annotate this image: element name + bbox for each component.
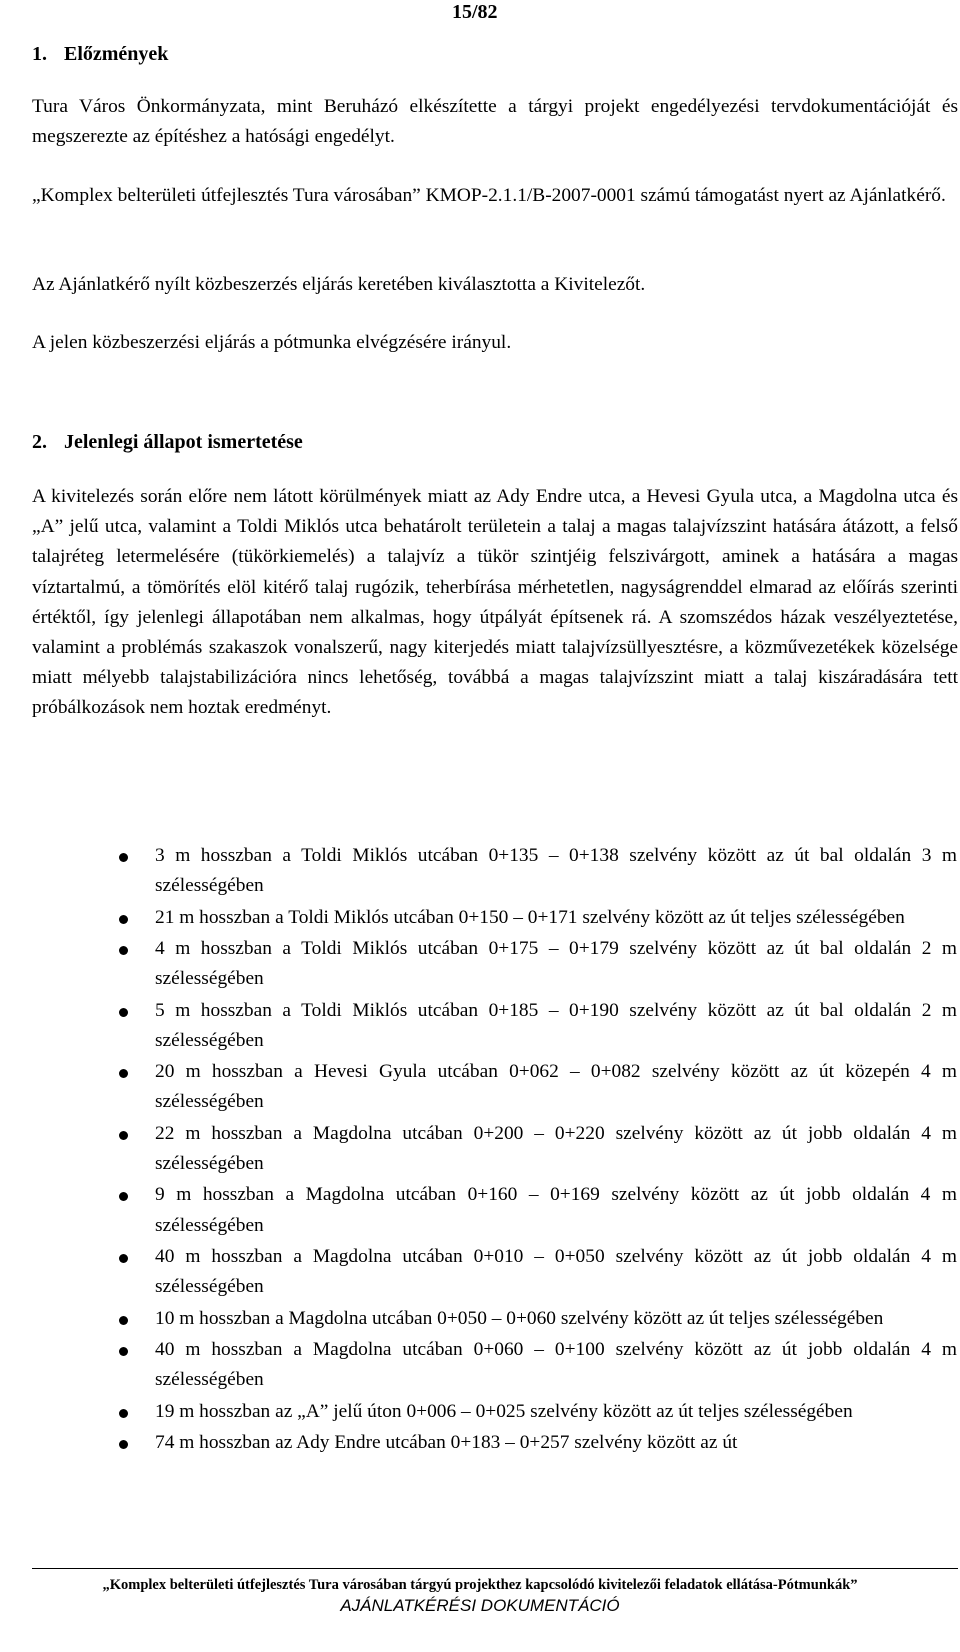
list-item — [0, 1397, 957, 1427]
bullet-icon — [119, 946, 128, 955]
list-item — [0, 996, 957, 1056]
section-1-paragraph-2: „Komplex belterületi útfejlesztés Tura városában” KMOP-2.1.1/B-2007-0001 számú támogatást nyert az Ajánlatkérő. — [32, 185, 946, 206]
list-item-text: 19 m hosszban az „A” jelű úton 0+006 – 0+025 szelvény között az út teljes szélességében — [155, 1400, 853, 1422]
footer-title: „Komplex belterületi útfejlesztés Tura városában tárgyú projekthez kapcsolódó kivitelezői feladatok ellátása-Pótmunkák” — [102, 1577, 858, 1593]
list-item — [0, 1119, 957, 1179]
list-item — [0, 1428, 957, 1458]
bullet-icon — [119, 853, 128, 862]
section-1-paragraph-4: A jelen közbeszerzési eljárás a pótmunka elvégzésére irányul. — [32, 332, 512, 353]
list-item-text: 3 m hosszban a Toldi Miklós utcában 0+135 – 0+138 szelvény között az út bal oldalán 3 m szélességében — [155, 845, 957, 897]
list-item-text: 21 m hosszban a Toldi Miklós utcában 0+150 – 0+171 szelvény között az út teljes szélességében — [155, 906, 905, 928]
bullet-icon — [119, 1131, 128, 1140]
list-item — [0, 934, 957, 994]
list-item-text: 4 m hosszban a Toldi Miklós utcában 0+175 – 0+179 szelvény között az út bal oldalán 2 m szélességében — [155, 937, 957, 990]
list-item — [0, 841, 957, 901]
section-2-heading — [32, 428, 303, 456]
list-item — [0, 1180, 957, 1240]
list-item-text: 9 m hosszban a Magdolna utcában 0+160 – 0+169 szelvény között az út jobb oldalán 4 m szélességében — [155, 1184, 957, 1236]
section-1-number: 1. — [32, 43, 47, 65]
list-item — [0, 903, 957, 933]
bullet-icon — [119, 1347, 128, 1356]
footer-subtitle: AJÁNLATKÉRÉSI DOKUMENTÁCIÓ — [340, 1596, 620, 1615]
defect-list — [0, 841, 960, 1459]
bullet-icon — [119, 1254, 128, 1263]
list-item-text: 10 m hosszban a Magdolna utcában 0+050 – 0+060 szelvény között az út teljes szélességében — [155, 1307, 884, 1329]
list-item — [0, 1335, 957, 1395]
bullet-icon — [119, 1069, 128, 1078]
bullet-icon — [119, 1192, 128, 1201]
section-1-title: Előzmények — [64, 43, 169, 65]
footer-divider — [32, 1568, 958, 1569]
section-1-paragraph-3: Az Ajánlatkérő nyílt közbeszerzés eljárás keretében kiválasztotta a Kivitelezőt. — [32, 274, 646, 295]
section-1-paragraph-1: Tura Város Önkormányzata, mint Beruházó elkészítette a tárgyi projekt engedélyezési tervdokumentációját és megszerezte az építéshez a hatósági engedélyt. — [32, 96, 958, 148]
page-number: 15/82 — [452, 1, 498, 23]
bullet-icon — [119, 1440, 128, 1449]
list-item — [0, 1057, 957, 1117]
bullet-icon — [119, 915, 128, 924]
list-item-text: 40 m hosszban a Magdolna utcában 0+060 – 0+100 szelvény között az út jobb oldalán 4 m szélességében — [155, 1338, 957, 1391]
bullet-icon — [119, 1008, 128, 1017]
list-item-text: 20 m hosszban a Hevesi Gyula utcában 0+062 – 0+082 szelvény között az út közepén 4 m szélességében — [155, 1061, 957, 1113]
list-item-text: 5 m hosszban a Toldi Miklós utcában 0+185 – 0+190 szelvény között az út bal oldalán 2 m szélességében — [155, 999, 957, 1051]
section-1-heading — [32, 40, 169, 68]
section-2-title: Jelenlegi állapot ismertetése — [64, 431, 303, 453]
bullet-icon — [119, 1409, 128, 1418]
list-item-text: 40 m hosszban a Magdolna utcában 0+010 – 0+050 szelvény között az út jobb oldalán 4 m szélességében — [155, 1245, 957, 1298]
bullet-icon — [119, 1316, 128, 1325]
list-item — [0, 1304, 957, 1334]
list-item-text: 74 m hosszban az Ady Endre utcában 0+183 – 0+257 szelvény között az út — [155, 1431, 738, 1453]
section-2-number: 2. — [32, 431, 47, 453]
list-item-text: 22 m hosszban a Magdolna utcában 0+200 – 0+220 szelvény között az út jobb oldalán 4 m szélességében — [155, 1122, 957, 1174]
section-2-paragraph: A kivitelezés során előre nem látott körülmények miatt az Ady Endre utca, a Hevesi Gyula utca, a Magdolna utca és „A” jelű utca, valamint a Toldi Miklós utca behatárolt területein a talaj a magas talajvízszint hatására átázott, a felső talajréteg letermelésére (tükörkiemelés) a talajvíz a tükör szintjéig felszivárgott, aminek a hatására a magas víztartalmú, a tömörítés elöl kitérő talaj rugózik, teherbírása mérhetetlen, nagyságrenddel elmarad az előírás szerinti értéktől, így jelenlegi állapotában nem alkalmas, hogy útpályát építsenek rá. A szomszédos házak veszélyeztetése, valamint a problémás szakaszok vonalszerű, nagy kiterjedés miatt talajvízsüllyesztésre, a közművezetékek közelsége miatt mélyebb talajstabilizációra nincs lehetőség, továbbá a magas talajvízszint miatt a talaj kiszáradására tett próbálkozások nem hoztak eredményt. — [32, 486, 958, 719]
list-item — [0, 1242, 957, 1302]
